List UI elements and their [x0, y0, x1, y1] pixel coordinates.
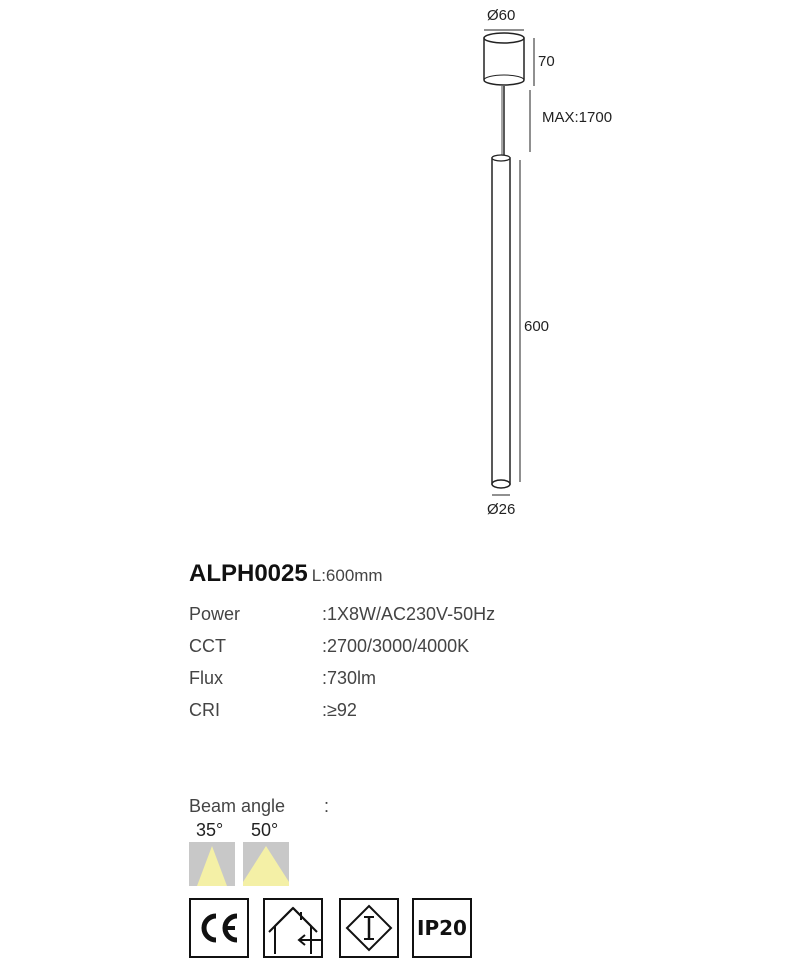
product-length: L:600mm	[311, 566, 383, 585]
beam-50-icon	[243, 842, 289, 886]
spec-value: :1X8W/AC230V-50Hz	[322, 604, 496, 624]
beam-35-icon	[189, 842, 235, 886]
beam-angle-35: 35°	[196, 820, 224, 840]
bottom-diameter-label: Ø26	[487, 501, 516, 518]
top-diameter-label: Ø60	[487, 7, 516, 24]
spec-value: :2700/3000/4000K	[322, 636, 470, 656]
canopy-height-label: 70	[538, 53, 555, 70]
product-title	[189, 560, 383, 588]
spec-value: :≥92	[322, 700, 357, 720]
canopy	[484, 33, 524, 85]
cable-length-label: MAX:1700	[542, 109, 613, 126]
beam-angle-label: Beam angle	[189, 796, 286, 816]
model-number: ALPH0025	[189, 560, 308, 587]
spec-label: Flux	[189, 668, 224, 688]
tube-body	[492, 155, 510, 488]
spec-label: CRI	[189, 700, 220, 720]
ce-mark-icon	[189, 898, 249, 958]
ip20-rating-icon	[412, 898, 472, 958]
beam-angle-50: 50°	[251, 820, 279, 840]
spec-label: CCT	[189, 636, 226, 656]
ip-rating-text: IP20	[417, 916, 467, 940]
indoor-use-icon	[263, 898, 323, 958]
spec-label: Power	[189, 604, 241, 624]
body-length-label: 600	[524, 318, 550, 335]
class-i-protection-icon	[339, 898, 399, 958]
spec-value: :730lm	[322, 668, 377, 688]
beam-angle-colon: :	[324, 796, 330, 816]
